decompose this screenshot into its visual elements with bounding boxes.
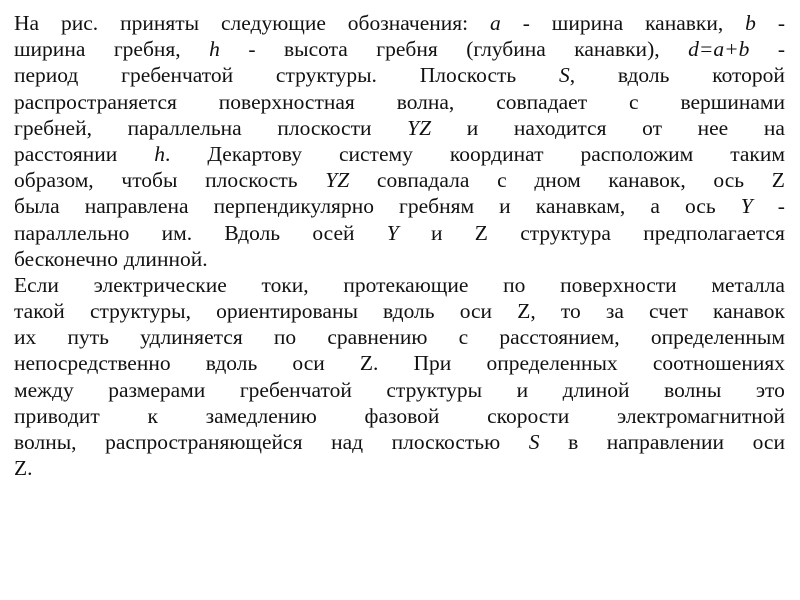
word: период: [14, 63, 79, 88]
word: длинной.: [123, 246, 208, 271]
word: Вдоль: [224, 220, 281, 245]
word: структуры: [386, 377, 483, 402]
word: совпадала: [376, 168, 470, 193]
word: YZ: [407, 115, 432, 140]
word: оси: [459, 299, 493, 324]
word: S,: [558, 63, 576, 88]
text-line: [14, 350, 785, 376]
word: h: [209, 37, 220, 62]
word: направлена: [84, 194, 189, 219]
word: Z: [771, 168, 785, 193]
word: гребней,: [14, 115, 92, 140]
word: оси: [292, 351, 325, 376]
text-line: [14, 10, 785, 36]
word: соотношениях: [652, 351, 785, 376]
word: d=a+b: [688, 37, 750, 62]
word: им.: [161, 220, 193, 245]
word: к: [147, 403, 158, 428]
document-text: [14, 10, 785, 481]
text-line: [14, 220, 785, 246]
word: осей: [312, 220, 355, 245]
word: обозначения:: [347, 11, 469, 35]
word: параллельна: [127, 115, 242, 140]
word: ось: [684, 194, 716, 219]
word: которой: [712, 63, 785, 88]
word: На: [14, 11, 40, 35]
word: вдоль: [383, 299, 435, 324]
word: -: [777, 194, 785, 219]
text-line: [14, 167, 785, 193]
word: канавки,: [645, 11, 724, 35]
word: структуры.: [275, 63, 377, 88]
word: канавкам,: [535, 194, 626, 219]
text-line: [14, 246, 785, 272]
word: гребня,: [113, 37, 181, 62]
word: высота: [284, 37, 348, 62]
word: образом,: [14, 168, 94, 193]
word: Z: [474, 220, 488, 245]
word: S: [528, 430, 540, 454]
word: волны: [664, 377, 722, 402]
word: координат: [449, 141, 544, 166]
word: с: [458, 325, 469, 350]
word: a: [490, 11, 501, 35]
word: удлиняется: [140, 325, 243, 350]
text-line: [14, 272, 785, 298]
word: (глубина: [466, 37, 546, 62]
word: систему: [338, 141, 413, 166]
word: -: [777, 37, 785, 62]
word: нее: [697, 115, 729, 140]
word: -: [248, 37, 256, 62]
word: ширина: [551, 11, 624, 35]
word: волны,: [14, 430, 77, 454]
word: Z.: [359, 351, 379, 376]
word: определенным: [650, 325, 785, 350]
word: и: [466, 115, 479, 140]
text-line: [14, 193, 785, 219]
word: расстоянием,: [499, 325, 620, 350]
word: Z.: [14, 456, 33, 481]
word: приняты: [120, 11, 200, 35]
word: была: [14, 194, 60, 219]
word: находится: [513, 115, 607, 140]
word: параллельно: [14, 220, 130, 245]
word: электрические: [93, 272, 227, 297]
word: Плоскость: [419, 63, 517, 88]
word: плоскостью: [391, 430, 501, 454]
word: и: [516, 377, 529, 402]
text-line: [14, 455, 785, 481]
word: Z,: [517, 299, 536, 324]
word: h.: [154, 141, 171, 166]
word: Y: [740, 194, 753, 219]
word: предполагается: [643, 220, 785, 245]
word: канавок: [713, 299, 785, 324]
text-line: [14, 141, 785, 167]
word: b: [745, 11, 756, 35]
text-line: [14, 115, 785, 141]
text-line: [14, 377, 785, 403]
word: в: [568, 430, 579, 454]
word: то: [560, 299, 581, 324]
word: направлении: [606, 430, 725, 454]
word: структура: [520, 220, 611, 245]
word: Если: [14, 272, 59, 297]
text-line: [14, 298, 785, 324]
word: плоскости: [277, 115, 372, 140]
word: определенных: [486, 351, 618, 376]
word: вдоль: [205, 351, 258, 376]
word: расположим: [580, 141, 694, 166]
word: счет: [649, 299, 688, 324]
word: рис.: [60, 11, 99, 35]
word: плоскость: [205, 168, 298, 193]
word: гребенчатой: [239, 377, 352, 402]
text-line: [14, 429, 785, 455]
word: по: [273, 325, 297, 350]
text-line: [14, 324, 785, 350]
word: бесконечно: [14, 246, 118, 271]
word: Y: [386, 220, 399, 245]
word: за: [605, 299, 624, 324]
word: ориентированы: [216, 299, 358, 324]
word: между: [14, 377, 74, 402]
word: -: [777, 11, 785, 35]
word: дном: [534, 168, 581, 193]
word: протекающие: [343, 272, 469, 297]
word: чтобы: [121, 168, 178, 193]
word: канавки),: [574, 37, 660, 62]
word: оси: [752, 430, 785, 454]
word: YZ: [325, 168, 350, 193]
word: вдоль: [617, 63, 670, 88]
word: приводит: [14, 403, 100, 428]
word: на: [763, 115, 785, 140]
word: замедлению: [205, 403, 317, 428]
word: распространяющейся: [105, 430, 303, 454]
word: Декартову: [207, 141, 302, 166]
word: электромагнитной: [616, 403, 785, 428]
word: от: [642, 115, 662, 140]
word: структуры,: [89, 299, 191, 324]
word: ширина: [14, 37, 86, 62]
text-line: [14, 62, 785, 88]
word: следующие: [220, 11, 326, 35]
word: такой: [14, 299, 65, 324]
word: с: [497, 168, 507, 193]
word: распространяется: [14, 89, 177, 114]
word: поверхности: [560, 272, 677, 297]
text-line: [14, 403, 785, 429]
word: над: [331, 430, 364, 454]
word: их: [14, 325, 37, 350]
text-line: [14, 36, 785, 62]
word: а: [650, 194, 660, 219]
word: размерами: [108, 377, 206, 402]
word: и: [499, 194, 511, 219]
word: поверхностная: [218, 89, 355, 114]
word: гребенчатой: [121, 63, 234, 88]
word: При: [413, 351, 452, 376]
word: перпендикулярно: [213, 194, 374, 219]
word: совпадает: [496, 89, 588, 114]
word: путь: [67, 325, 109, 350]
word: таким: [730, 141, 785, 166]
word: скорости: [487, 403, 570, 428]
word: ось: [713, 168, 745, 193]
word: вершинами: [680, 89, 785, 114]
word: и: [431, 220, 443, 245]
word: это: [755, 377, 785, 402]
word: -: [522, 11, 530, 35]
word: длиной: [562, 377, 630, 402]
word: гребням: [399, 194, 475, 219]
word: гребня: [376, 37, 438, 62]
word: волна,: [396, 89, 455, 114]
word: с: [629, 89, 639, 114]
word: по: [503, 272, 526, 297]
text-line: [14, 89, 785, 115]
word: расстоянии: [14, 141, 118, 166]
word: металла: [711, 272, 785, 297]
word: фазовой: [364, 403, 440, 428]
word: непосредственно: [14, 351, 171, 376]
word: канавок,: [608, 168, 686, 193]
word: токи,: [261, 272, 309, 297]
word: сравнению: [327, 325, 428, 350]
